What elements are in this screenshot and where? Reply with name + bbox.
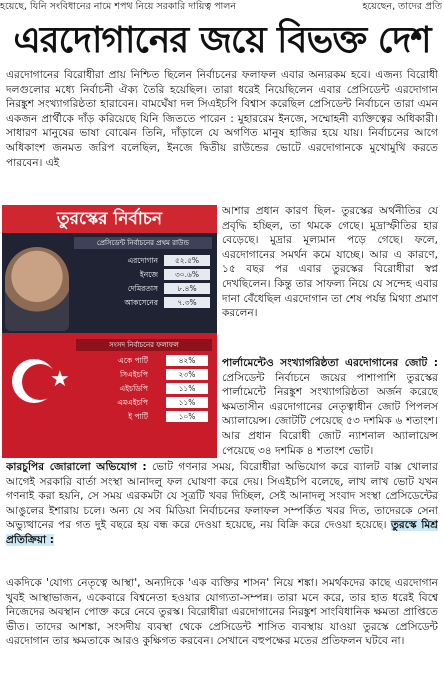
parliament-table-title: সংসদ নির্বাচনের ফলাফল (76, 339, 212, 351)
party-row (76, 397, 212, 408)
party-row (76, 355, 212, 366)
president-row (74, 283, 212, 294)
strip-left-text: হয়েছে, যিনি সংবিধানের নামে শপথ নিয়ে সরকারি দায়িত্ব পালন (0, 1, 237, 12)
candidate-share: ৫২.৫% (164, 255, 210, 266)
candidate-name: দেমিরতাস (127, 284, 158, 293)
party-row (76, 383, 212, 394)
president-results-panel (2, 233, 217, 333)
previous-article-strip (0, 0, 444, 14)
party-name: এইচডিপি (119, 384, 148, 393)
headline: এরদোগানের জয়ে বিভক্ত দেশ (13, 20, 431, 61)
president-row (74, 255, 212, 266)
party-row (76, 411, 212, 422)
party-share: ১০% (166, 411, 208, 422)
candidate-share: ৩০.৬% (164, 269, 210, 280)
party-name: ই পার্টি (128, 412, 148, 421)
president-table-title: প্রেসিডেন্ট নির্বাচনের প্রথম রাউন্ড (74, 237, 212, 249)
party-share: ১১% (166, 383, 208, 394)
strip-right-text: হয়েছেন, তাদের প্রতি (362, 1, 442, 12)
section-heading: পার্লামেন্টেও সংখ্যাগরিষ্ঠতা এরদোগানের জোট : (222, 357, 438, 369)
section-body: প্রেসিডেন্ট নির্বাচনে জয়ের পাশাপাশি তুরস্কের পার্লামেন্টে নিরঙ্কুশ সংখ্যাগরিষ্ঠতা অর্জন করেছে ক্ষমতাসীন এরদোগানের নেতৃত্বাধীন জোট পিপলস অ্যালায়েন্স। জোটটি পেয়েছে ৫৩ দশমিক ৬ শতাংশ। আর প্রধান বিরোধী জোট ন্যাশনাল অ্যালায়েন্স পেয়েছে ৩৪ দশমিক ৪ শতাংশ ভোট। (222, 371, 438, 457)
party-name: সিএইচপি (120, 370, 148, 379)
president-row (74, 269, 212, 280)
right-column-paragraph: আশার প্রধান কারণ ছিল- তুরস্কের অর্থনীতির যে প্রবৃদ্ধি হচ্ছিল, তা থমকে গেছে। মুদ্রাস্ফীতির হার বেড়েছে। মুদ্রার মূল্যমান পড়ে গেছে। ফলে, এরদোগানের সমর্থন কমে যাচ্ছে। আর এ কারণে, ১৫ বছর পর এবার তুরস্কের বিরোধীরা স্বপ্ন দেখছিলেন। কিন্তু তার সাফল্য নিয়ে যে সন্দেহ এবার দানা বেঁধেছিল এরদোগান তা শেষ পর্যন্ত মিথ্যা প্রমাণ করলেন। (222, 205, 438, 320)
section-heading: কারচুপির জোরালো অভিযোগ : (6, 461, 147, 473)
candidate-name: ইনজে (139, 270, 158, 279)
parliament-section (222, 356, 438, 458)
party-share: ১১% (166, 397, 208, 408)
parliament-results-panel (2, 333, 217, 458)
candidate-share: ৮.৪% (164, 283, 210, 294)
infobox-title: তুরস্কের নির্বাচন (2, 205, 217, 233)
party-share: ৪২% (166, 355, 208, 366)
intro-paragraph: এরদোগানের বিরোধীরা প্রায় নিশ্চিত ছিলেন নির্বাচনের ফলাফল এবার অন্যরকম হবে। এজন্য বিরোধী দলগুলোর মধ্যে নির্বাচনী ঐক্য তৈরি হয়েছিল। তারা ধরেই নিয়েছিলেন এবার প্রেসিডেন্ট এরদোগান নিরঙ্কুশ সংখ্যাগরিষ্ঠতা হারাবেন। বামঘেঁষা দল সিএইচপি বিশ্বাস করেছিল প্রেসিডেন্ট নির্বাচনে তারা এমন একজন প্রার্থীকে দাঁড় করিয়েছে যিনি জিততে পারেন : মুহাররেম ইনজে, সম্মোহনী ব্যক্তিত্বের অধিকারী। সাধারণ মানুষের ভাষা বোঝেন তিনি, দাঁড়ালে যে অগণিত মানুষ হাজির হয়ে যায়। নির্বাচনের আগে অধিকাংশ জনমত জরিপ বলেছিল, ইনজে দ্বিতীয় রাউন্ডের ভোটে এরদোগানকে মুখোমুখি করতে পারবেন। এই (6, 69, 438, 169)
fraud-section (6, 460, 438, 576)
section-body: ভোট গণনার সময়, বিরোধীরা অভিযোগ করে ব্যালট বাক্স খোলার আগেই সরকারি বার্তা সংস্থা আনাদলু ফল ঘোষণা করে দেয়। সিএইচপি বলেছে, লাখ লাখ ভোট যখন গণনাই করা হয়নি, সে সময় এরকমটা যে সূত্রটি খবর দিচ্ছিল, সেই আনাদলু সংবাদ সংস্থা প্রেসিডেন্টের আঙুলের ইশারায় চলে। অন্য যে সব মিডিয়া নির্বাচনের ফলাফল সম্পর্কিত খবর দিত, তাদেরকে সেনা অভ্যুত্থানের পর গত দুই বছরে হয় বন্ধ করে দেওয়া হয়েছে, নয় বিক্রি করে দেওয়া হয়েছে। (6, 461, 438, 532)
reaction-section-body: একদিকে 'যোগ্য নেতৃত্বে আস্থা', অন্যদিকে 'এক ব্যক্তির শাসন' নিয়ে শঙ্কা। সমর্থকদের কাছে এরদোগান খুবই আস্থাভাজন, একেবারে বিশ্বনেতা হওয়ার যোগ্যতা-সম্পন্ন। তারা মনে করে, তার হাত ধরেই বিশ্বে নিজেদের অবস্থান পোক্ত করে নেবে তুরস্ক। বিরোধীরা এরদোগানের নিরঙ্কুশ সাংবিধানিক ক্ষমতা প্রাপ্তিতে ভীত। তাদের আশঙ্কা, সংসদীয় ব্যবস্থা থেকে প্রেসিডেন্ট শাসিত ব্যবস্থায় যাওয়া তুরস্কে প্রেসিডেন্ট এরদোগান তার ক্ষমতাকে আরও কুক্ষিগত করবেন। সেখানে বহুপক্ষের মতের প্রতিফলন ঘটবে না। (6, 577, 438, 648)
party-name: এমএইচপি (117, 398, 148, 407)
party-row (76, 369, 212, 380)
turkey-flag-icon: ★ (10, 341, 70, 431)
candidate-name: এরদোগান (127, 256, 158, 265)
section-heading: তুরস্কে মিশ্র প্রতিক্রিয়া : (6, 519, 438, 546)
party-share: ২৩% (166, 369, 208, 380)
president-row (74, 297, 212, 308)
party-name: একে পার্টি (118, 356, 148, 365)
candidate-name: আকসেনের (124, 298, 158, 307)
candidate-share: ৭.৩% (164, 297, 210, 308)
election-infobox (2, 205, 217, 458)
president-portrait (5, 247, 69, 331)
